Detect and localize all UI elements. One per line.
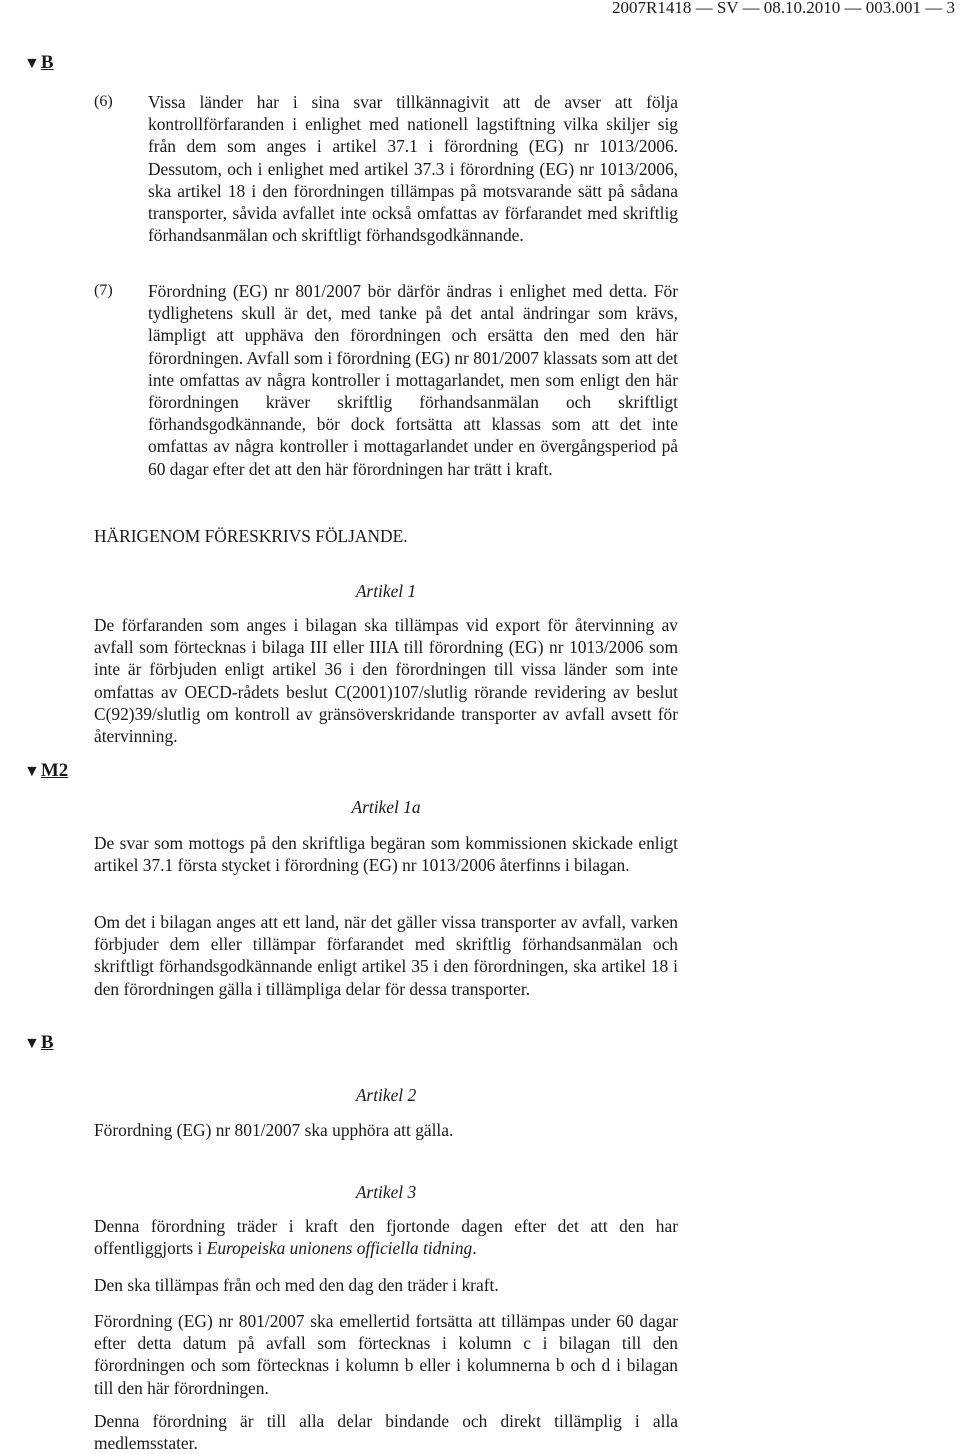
marker-label: M2 [40, 760, 69, 781]
article-1a-paragraph-2: Om det i bilagan anges att ett land, när det gäller vissa transporter av avfall, varken förbjuder dem eller tillämpar förfarandet med skriftlig förhandsanmälan och skriftligt förhandsgodkännande enligt artikel 35 i den förordningen, ska artikel 18 i den förordningen gälla i tillämpliga delar för dessa transporter. [94, 912, 678, 999]
amendment-marker-b[interactable] [24, 1032, 54, 1055]
article-3-paragraph-4: Denna förordning är till alla delar bindande och direkt tillämplig i alla medlemsstater. [94, 1411, 678, 1454]
triangle-down-icon: ▼ [24, 55, 40, 72]
marker-label: B [40, 1032, 54, 1053]
article-3-text: . [472, 1238, 477, 1259]
recital-number: (6) [94, 93, 113, 110]
amendment-marker-m2[interactable] [24, 760, 68, 783]
recital-text: Förordning (EG) nr 801/2007 bör därför ändras i enlighet med detta. För tydlighetens skull är det, med tanke på det antal ändringar som krävs, lämpligt att upphäva den förordningen och ersätta den med den här förordningen. Avfall som i förordning (EG) nr 801/2007 klassats som att det inte omfattas av några kontroller i mottagarlandet, men som enligt den här förordningen kräver skriftlig förhandsanmälan och skriftligt förhandsgodkännande, bör dock fortsätta att klassas som att det inte omfattas av några kontroller i mottagarlandet under en övergångsperiod på 60 dagar efter det att den här förordningen har trätt i kraft. [148, 281, 679, 479]
article-1a-paragraph-1: De svar som mottogs på den skriftliga begäran som kommissionen skickade enligt artikel 37.1 första stycket i förordning (EG) nr 1013/2006 återfinns i bilagan. [94, 833, 678, 876]
triangle-down-icon: ▼ [24, 1035, 40, 1052]
article-3-text: Denna förordning träder i kraft den fjortonde dagen efter det att den har offentliggjorts i [94, 1216, 678, 1259]
journal-name: Europeiska unionens officiella tidning [206, 1238, 473, 1259]
recital-6 [94, 91, 678, 246]
recital-text: Vissa länder har i sina svar tillkännagivit att de avser att följa kontrollförfaranden i enlighet med nationell lagstiftning vilka skiljer sig från dem som anges i artikel 37.1 i förordning (EG) nr 1013/2006. Dessutom, och i enlighet med artikel 37.3 i förordning (EG) nr 1013/2006, ska artikel 18 i den förordningen tillämpas på motsvarande sätt på sådana transporter, såvida avfallet inte också omfattas av förfarandet med skriftlig förhandsanmälan och skriftligt förhandsgodkännande. [148, 92, 678, 246]
article-2-text: Förordning (EG) nr 801/2007 ska upphöra att gälla. [94, 1120, 454, 1140]
enacting-formula: HÄRIGENOM FÖRESKRIVS FÖLJANDE. [94, 526, 408, 546]
article-2-title: Artikel 2 [355, 1085, 417, 1105]
recital-7 [94, 280, 678, 480]
article-3-title: Artikel 3 [355, 1182, 417, 1202]
running-header [0, 0, 960, 16]
article-3-paragraph-3: Förordning (EG) nr 801/2007 ska emellertid fortsätta att tillämpas under 60 dagar efter detta datum på avfall som förtecknas i kolumn c i bilagan till den förordningen och som förtecknas i kolumn b eller i kolumnerna b och d i bilagan till den här förordningen. [94, 1311, 678, 1398]
article-3-paragraph-2: Den ska tillämpas från och med den dag den träder i kraft. [94, 1275, 499, 1295]
marker-label: B [40, 52, 54, 73]
amendment-marker-b[interactable] [24, 52, 54, 75]
recital-number: (7) [94, 282, 113, 299]
running-header-text: 2007R1418 — SV — 08.10.2010 — 003.001 — 3 [611, 0, 955, 17]
article-1a-title: Artikel 1a [351, 797, 421, 817]
article-3-paragraph-1 [94, 1215, 678, 1259]
article-1-title: Artikel 1 [355, 581, 417, 601]
article-1-text: De förfaranden som anges i bilagan ska tillämpas vid export för återvinning av avfall som förtecknas i bilaga III eller IIIA till förordning (EG) nr 1013/2006 som inte är förbjuden enligt artikel 36 i den förordningen till vissa länder som inte omfattas av OECD-rådets beslut C(2001)107/slutlig rörande revidering av beslut C(92)39/slutlig om kontroll av gränsöverskridande transporter av avfall avsett för återvinning. [94, 615, 678, 747]
triangle-down-icon: ▼ [24, 763, 40, 780]
